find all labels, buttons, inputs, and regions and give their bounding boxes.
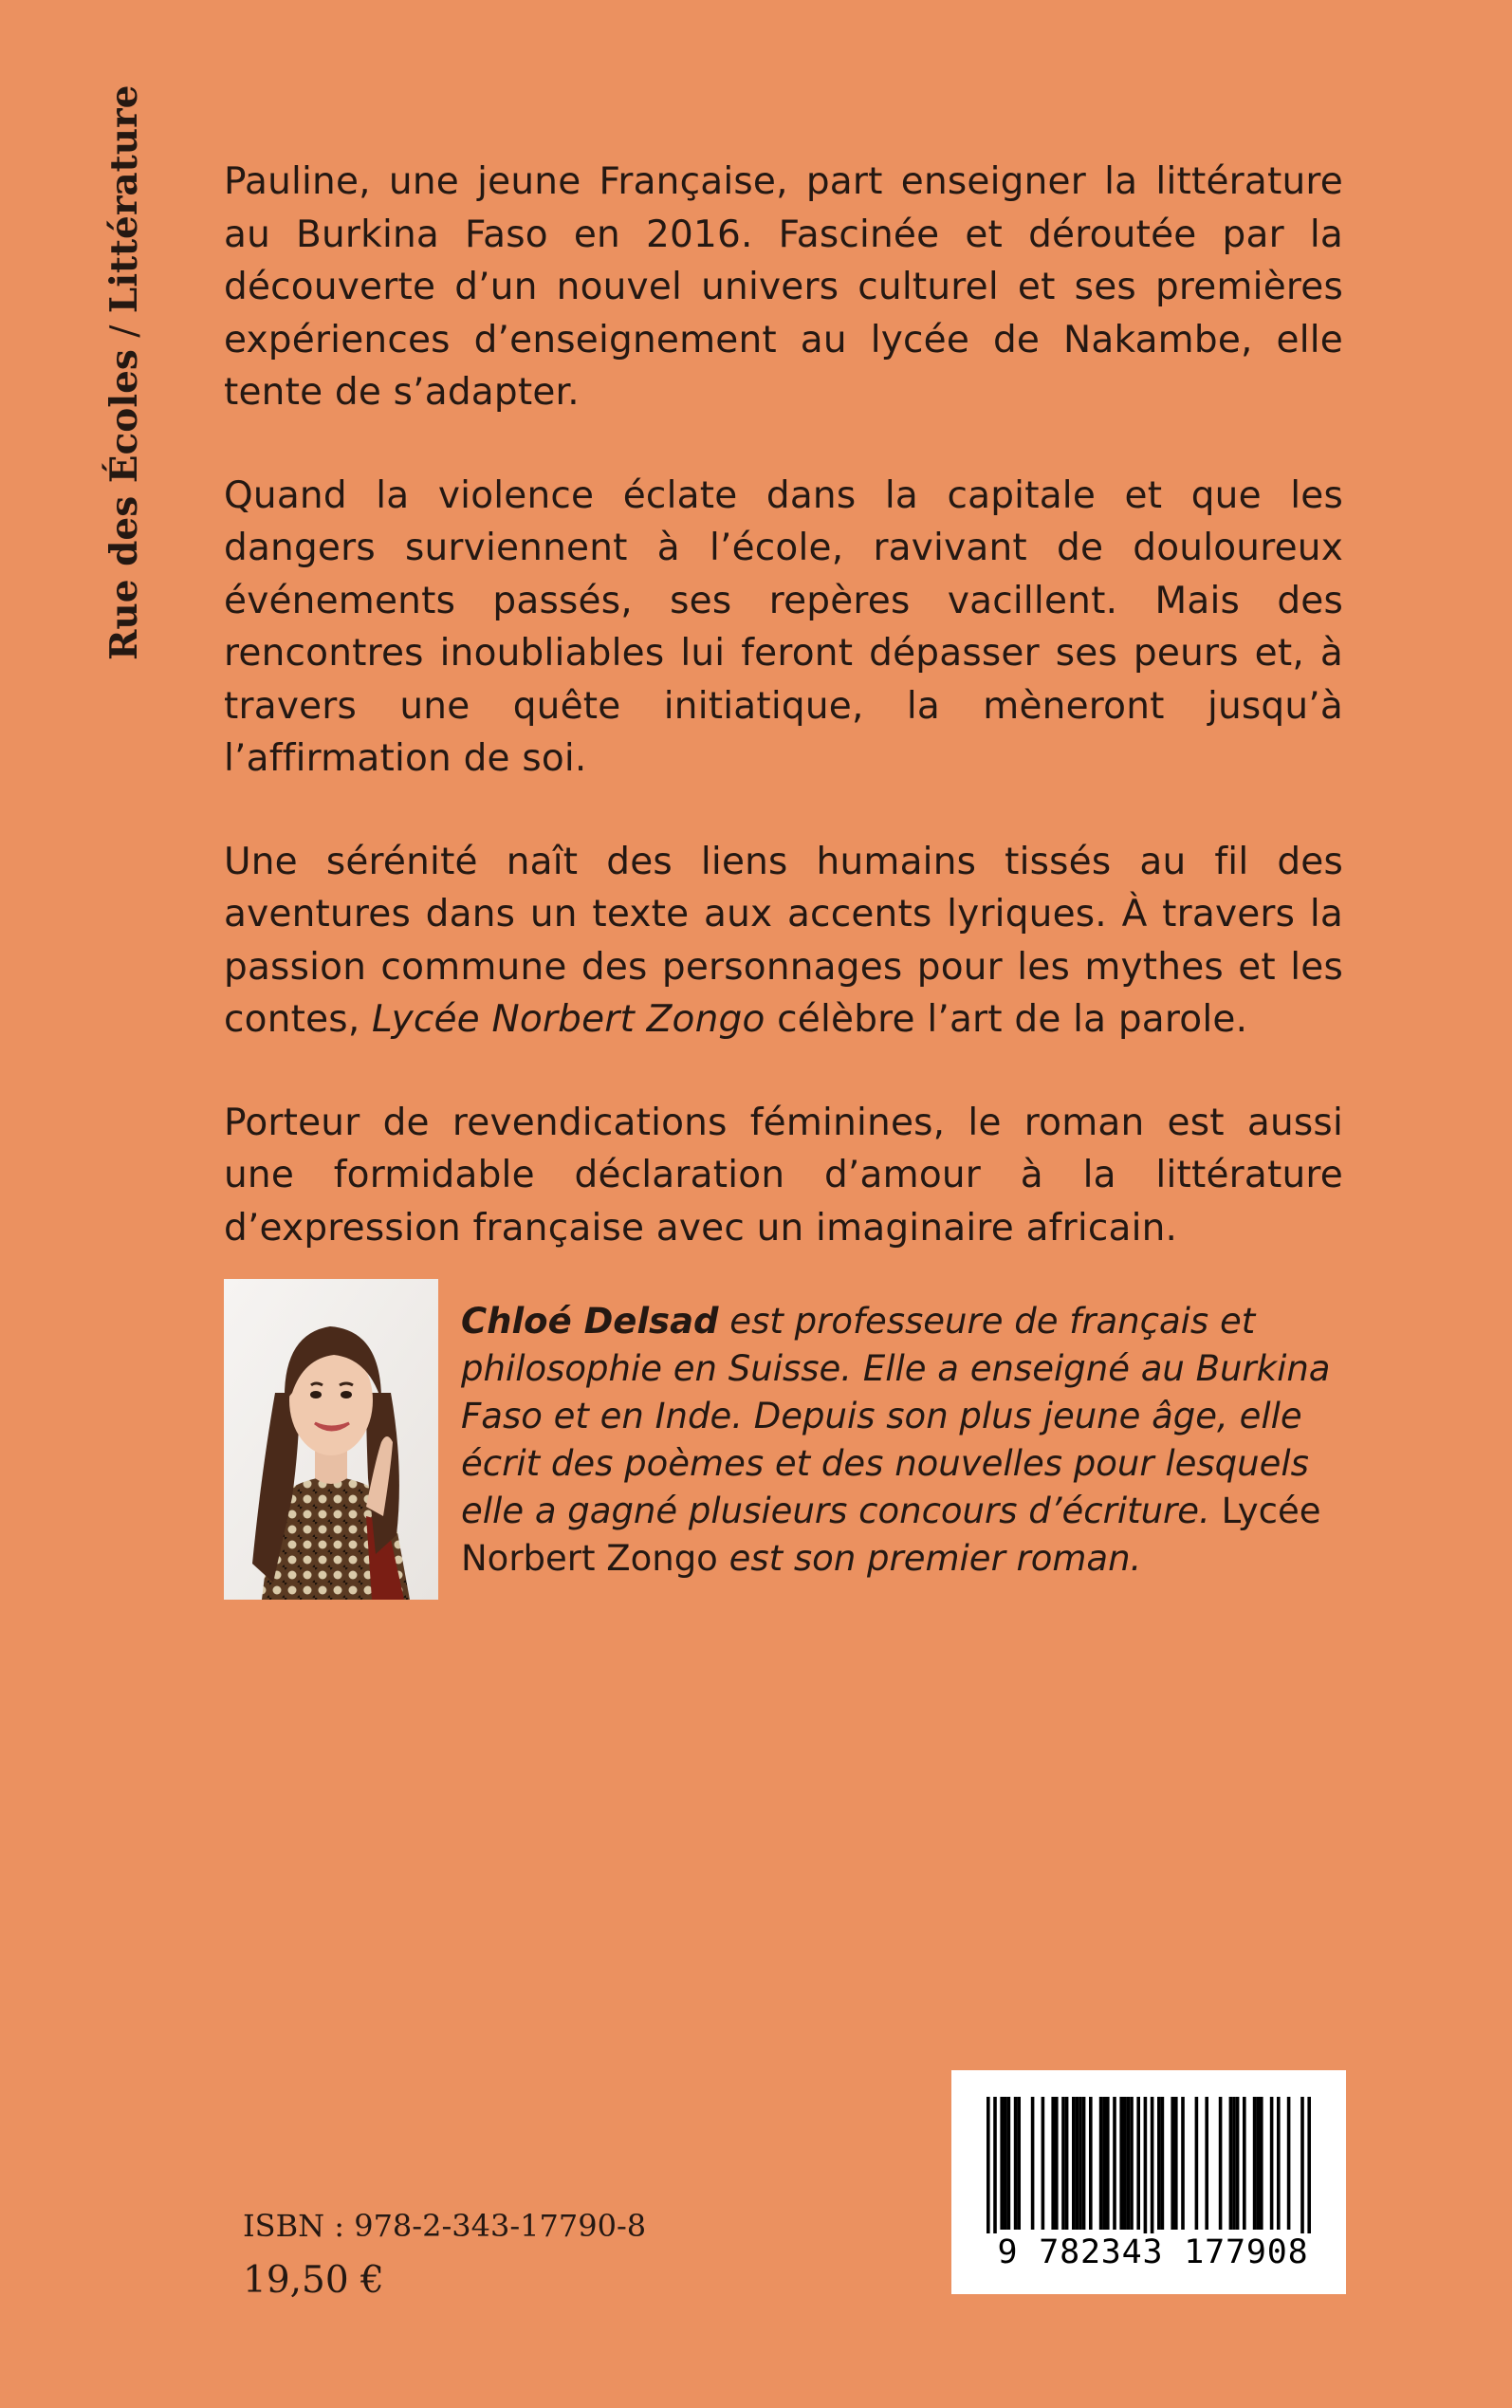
barcode-bar xyxy=(1205,2097,1208,2230)
spine-label xyxy=(96,84,153,660)
barcode-bar xyxy=(1157,2097,1161,2230)
barcode-bar xyxy=(1243,2097,1246,2230)
spine-separator: / xyxy=(103,313,146,350)
barcode-bar xyxy=(1051,2097,1055,2230)
synopsis-paragraph-1: Pauline, une jeune Française, part enseigner la littérature au Burkina Faso en 2016. Fascinée et déroutée par la découverte d’un nouvel univers culturel et ses premières expériences d’enseignement au lycée de Nakambe, elle tente de s’adapter. xyxy=(224,160,1343,414)
author-name: Chloé Delsad xyxy=(461,1301,719,1342)
barcode-bar xyxy=(1195,2097,1199,2230)
barcode-bar xyxy=(1000,2097,1004,2230)
barcode-bar xyxy=(1102,2097,1106,2230)
barcode-bar xyxy=(1017,2097,1021,2230)
collection-name: Rue des Écoles xyxy=(102,349,146,660)
category-name: Littérature xyxy=(102,84,146,314)
barcode-bar xyxy=(1270,2097,1274,2230)
barcode-bar xyxy=(1236,2097,1240,2230)
barcode-bar xyxy=(1181,2097,1185,2230)
barcode-bar xyxy=(1130,2097,1134,2230)
barcode-bar xyxy=(1089,2097,1093,2230)
barcode-bar xyxy=(1061,2097,1065,2230)
barcode-bar xyxy=(993,2097,997,2233)
barcode-bar xyxy=(1007,2097,1011,2230)
synopsis-paragraph-2: Quand la violence éclate dans la capitale et que les dangers surviennent à l’école, ravivant de douloureux événements passés, ses repères vacillent. Mais des rencontres inoubliables lui feront dépasser ses peurs et, à travers une quête initiatique, la mèneront jusqu’à l’affirmation de soi. xyxy=(224,473,1343,780)
barcode-bar xyxy=(986,2097,990,2233)
barcode-bars-icon xyxy=(951,2070,1346,2233)
book-title-inline: Lycée Norbert Zongo xyxy=(372,998,765,1041)
barcode-bar xyxy=(1119,2097,1123,2230)
synopsis xyxy=(224,156,1343,1305)
barcode-bar xyxy=(1256,2097,1260,2230)
barcode-bar xyxy=(1072,2097,1076,2230)
barcode-bar xyxy=(1277,2097,1281,2230)
author-bio-text-1: est professeure de français et philosophie en Suisse. Elle a enseigné au Burkina Faso et en Inde. Depuis son plus jeune âge, elle écrit des poèmes et des nouvelles pour lesquels elle a gagné plusieurs concours d’écriture. xyxy=(461,1301,1331,1531)
barcode-digits: 9 782343 177908 xyxy=(997,2233,1309,2271)
barcode-bar xyxy=(1004,2097,1007,2230)
author-photo xyxy=(224,1279,438,1600)
barcode-bar xyxy=(1082,2097,1086,2230)
barcode-bar xyxy=(1219,2097,1223,2230)
barcode-bar xyxy=(1079,2097,1082,2230)
isbn: ISBN : 978-2-343-17790-8 xyxy=(243,2208,647,2244)
barcode-bar xyxy=(1055,2097,1059,2230)
synopsis-paragraph-4: Porteur de revendications féminines, le roman est aussi une formidable déclaration d’amour à la littérature d’expression française avec un imaginaire africain. xyxy=(224,1101,1343,1250)
barcode xyxy=(951,2070,1346,2294)
barcode-bar xyxy=(1287,2097,1291,2230)
author-bio-text-2: est son premier roman. xyxy=(717,1538,1142,1579)
barcode-bar xyxy=(1174,2097,1178,2230)
barcode-bar xyxy=(1042,2097,1045,2230)
spine-text xyxy=(96,84,153,660)
author-book-title: Lycée Norbert Zongo xyxy=(461,1491,1321,1579)
barcode-bar xyxy=(1260,2097,1263,2230)
barcode-bar xyxy=(1136,2097,1140,2230)
price: 19,50 € xyxy=(243,2259,384,2302)
barcode-bar xyxy=(1300,2097,1304,2233)
barcode-bar xyxy=(1106,2097,1110,2230)
barcode-bar xyxy=(1171,2097,1174,2230)
paragraph-3-after: célèbre l’art de la parole. xyxy=(765,998,1248,1041)
barcode-bar xyxy=(1253,2097,1257,2230)
barcode-bar xyxy=(1151,2097,1154,2233)
barcode-bar xyxy=(1123,2097,1127,2230)
barcode-bar xyxy=(1099,2097,1103,2230)
barcode-bar xyxy=(1113,2097,1116,2230)
barcode-bar xyxy=(1161,2097,1165,2230)
synopsis-paragraph-3 xyxy=(224,836,1343,1047)
barcode-bar xyxy=(1229,2097,1233,2230)
author-bio xyxy=(461,1298,1343,1583)
barcode-bar xyxy=(1014,2097,1018,2230)
author-portrait-icon xyxy=(224,1279,438,1600)
barcode-bar xyxy=(1076,2097,1079,2230)
barcode-bar xyxy=(1232,2097,1236,2230)
barcode-bar xyxy=(1127,2097,1131,2230)
barcode-bar xyxy=(1144,2097,1148,2233)
barcode-bar xyxy=(1031,2097,1035,2230)
barcode-bar xyxy=(1307,2097,1311,2233)
barcode-bar xyxy=(1065,2097,1069,2230)
paragraph-3-before: Une sérénité naît des liens humains tissés au fil des aventures dans un texte aux accents lyriques. À travers la passion commune des personnages pour les mythes et les contes, xyxy=(224,840,1343,1041)
